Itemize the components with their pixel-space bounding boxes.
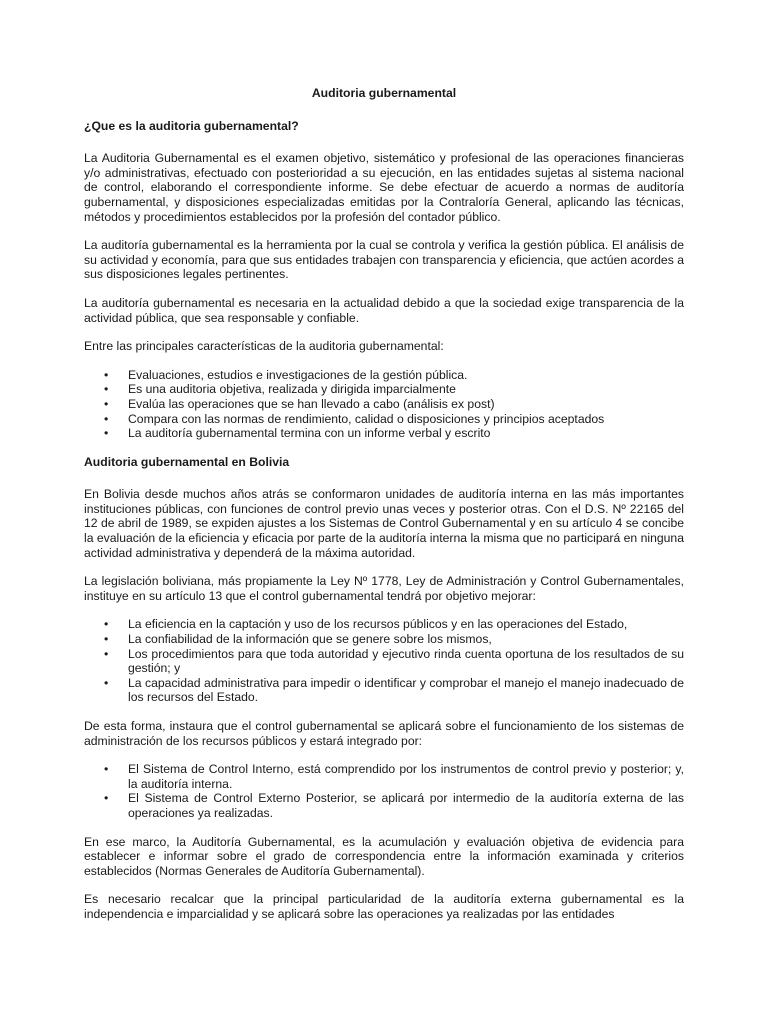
bullet-list-sistemas xyxy=(84,762,684,820)
list-item: • Evaluaciones, estudios e investigaciones de la gestión pública. xyxy=(84,368,684,383)
list-item: • Compara con las normas de rendimiento, calidad o disposiciones y principios aceptados xyxy=(84,412,684,427)
list-item: • La capacidad administrativa para impedir o identificar y comprobar el manejo el manejo inadecuado de los recursos del Estado. xyxy=(84,676,684,705)
document-title: Auditoria gubernamental xyxy=(311,86,457,100)
paragraph-sistemas: De esta forma, instaura que el control gubernamental se aplicará sobre el funcionamiento de los sistemas de administración de los recursos públicos y estará integrado por: xyxy=(84,719,684,748)
list-item: • La auditoría gubernamental termina con un informe verbal y escrito xyxy=(84,426,684,441)
paragraph-bolivia-history: En Bolivia desde muchos años atrás se conformaron unidades de auditoría interna en las más importantes instituciones públicas, con funciones de control previo unas veces y posterior otras. Con el D.S. Nº 22165 del 12 de abril de 1989, se expiden ajustes a los Sistemas de Control Gubernamental y en su artículo 4 se concibe la evaluación de la eficiencia y eficacia por parte de la auditoría interna la misma que no participará en ninguna actividad administrativa y dependerá de la máxima autoridad. xyxy=(84,487,684,560)
bullet-list-caracteristicas xyxy=(84,368,684,441)
list-item: • La eficiencia en la captación y uso de los recursos públicos y en las operaciones del Estado, xyxy=(84,617,684,632)
list-item: • Los procedimientos para que toda autoridad y ejecutivo rinda cuenta oportuna de los resultados de su gestión; y xyxy=(84,647,684,676)
paragraph-necesaria: La auditoría gubernamental es necesaria en la actualidad debido a que la sociedad exige transparencia de la actividad pública, que sea responsable y confiable. xyxy=(84,295,684,325)
paragraph-definition: La Auditoria Gubernamental es el examen objetivo, sistemático y profesional de las operaciones financieras y/o administrativas, efectuado con posterioridad a su ejecución, en las entidades sujetas al sistema nacional de control, elaborando el correspondiente informe. Se debe efectuar de acuerdo a normas de auditoría gubernamental, y disposiciones especializadas emitidas por la Contraloría General, aplicando las técnicas, métodos y procedimientos establecidos por la profesión del contador público. xyxy=(84,151,684,224)
paragraph-caracteristicas-intro: Entre las principales características de la auditoria gubernamental: xyxy=(84,339,444,354)
list-item: • La confiabilidad de la información que se genere sobre los mismos, xyxy=(84,632,684,647)
list-item: • El Sistema de Control Externo Posterior, se aplicará por intermedio de la auditoría externa de las operaciones ya realizadas. xyxy=(84,791,684,820)
paragraph-ley-1778: La legislación boliviana, más propiamente la Ley Nº 1778, Ley de Administración y Control Gubernamentales, instituye en su artículo 13 que el control gubernamental tendrá por objetivo mejorar: xyxy=(84,574,684,603)
list-item: • Evalúa las operaciones que se han llevado a cabo (análisis ex post) xyxy=(84,397,684,412)
paragraph-marco: En ese marco, la Auditoría Gubernamental, es la acumulación y evaluación objetiva de evidencia para establecer e informar sobre el grado de correspondencia entre la información examinada y criterios establecidos (Normas Generales de Auditoría Gubernamental). xyxy=(84,834,684,878)
paragraph-particularidad: Es necesario recalcar que la principal particularidad de la auditoría externa gubernamental es la independencia e imparcialidad y se aplicará sobre las operaciones ya realizadas por las entidades xyxy=(84,892,684,921)
list-item: • Es una auditoria objetiva, realizada y dirigida imparcialmente xyxy=(84,382,684,397)
section-heading-que-es: ¿Que es la auditoria gubernamental? xyxy=(84,118,299,133)
paragraph-herramienta: La auditoría gubernamental es la herramienta por la cual se controla y verifica la gestión pública. El análisis de su actividad y economía, para que sus entidades trabajen con transparencia y eficiencia, que actúen acordes a sus disposiciones legales pertinentes. xyxy=(84,238,684,282)
list-item: • El Sistema de Control Interno, está comprendido por los instrumentos de control previo y posterior; y, la auditoría interna. xyxy=(84,762,684,791)
bullet-list-objetivos xyxy=(84,617,684,705)
section-heading-bolivia: Auditoria gubernamental en Bolivia xyxy=(84,454,290,469)
